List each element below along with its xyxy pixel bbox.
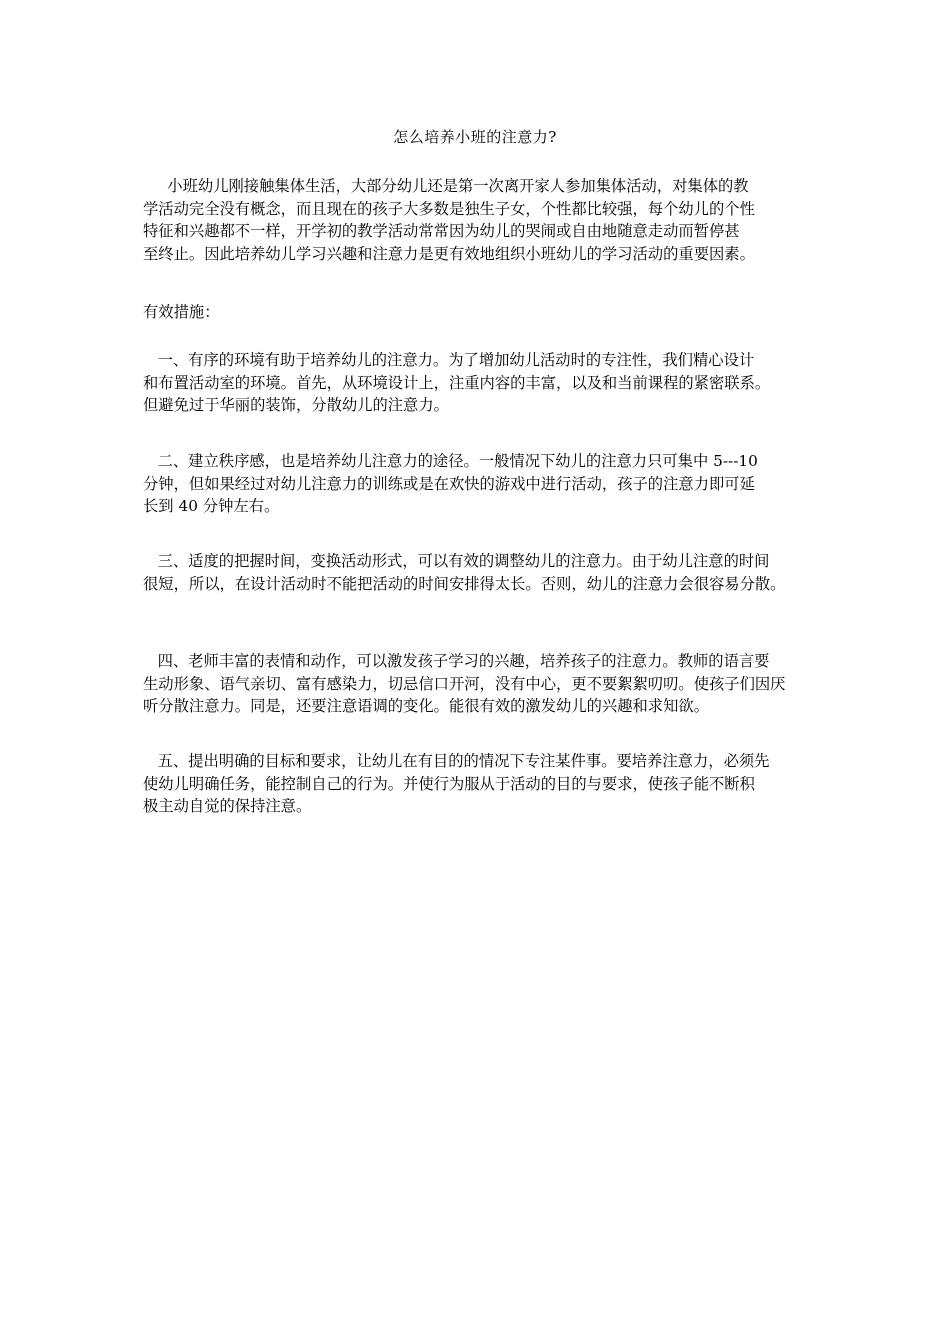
measure-line: 极主动自觉的保持注意。 <box>143 797 312 816</box>
measure-line: 三、适度的把握时间，变换活动形式，可以有效的调整幼儿的注意力。由于幼儿注意的时间 <box>143 552 770 570</box>
measure-line: 很短，所以，在设计活动时不能把活动的时间安排得太长。否则，幼儿的注意力会很容易分散。 <box>143 574 786 593</box>
measure-line: 二、建立秩序感，也是培养幼儿注意力的途径。一般情况下幼儿的注意力只可集中 5---10 <box>143 452 758 470</box>
measure-2-paragraph <box>143 450 819 518</box>
measure-line: 生动形象、语气亲切、富有感染力，切忌信口开河，没有中心，更不要絮絮叨叨。使孩子们因厌 <box>143 674 786 693</box>
intro-line: 至终止。因此培养幼儿学习兴趣和注意力是更有效地组织小班幼儿的学习活动的重要因素。 <box>143 244 755 263</box>
measure-line: 长到 40 分钟左右。 <box>143 497 280 516</box>
measure-line: 分钟，但如果经过对幼儿注意力的训练或是在欢快的游戏中进行活动，孩子的注意力即可延 <box>143 474 755 493</box>
measure-line: 一、有序的环境有助于培养幼儿的注意力。为了增加幼儿活动时的专注性，我们精心设计 <box>143 351 755 369</box>
measure-line: 听分散注意力。同是，还要注意语调的变化。能很有效的激发幼儿的兴趣和求知欲。 <box>143 697 709 716</box>
measures-label: 有效措施： <box>143 303 220 321</box>
measure-line: 和布置活动室的环境。首先，从环境设计上，注重内容的丰富，以及和当前课程的紧密联系。 <box>143 373 771 392</box>
document-title: 怎么培养小班的注意力? <box>393 128 557 146</box>
measure-line: 四、老师丰富的表情和动作，可以激发孩子学习的兴趣，培养孩子的注意力。教师的语言要 <box>143 652 770 670</box>
measure-line: 使幼儿明确任务，能控制自己的行为。并使行为服从于活动的目的与要求，使孩子能不断积 <box>143 774 755 793</box>
intro-paragraph <box>143 175 819 265</box>
measure-5-paragraph <box>143 750 819 818</box>
intro-line: 小班幼儿刚接触集体生活，大部分幼儿还是第一次离开家人参加集体活动，对集体的教 <box>143 177 749 195</box>
measure-line: 五、提出明确的目标和要求，让幼儿在有目的的情况下专注某件事。要培养注意力，必须先 <box>143 752 770 770</box>
intro-line: 学活动完全没有概念，而且现在的孩子大多数是独生子女，个性都比较强，每个幼儿的个性 <box>143 199 755 218</box>
measure-1-paragraph <box>143 349 819 417</box>
measure-3-paragraph <box>143 550 819 595</box>
intro-line: 特征和兴趣都不一样，开学初的教学活动常常因为幼儿的哭闹或自由地随意走动而暂停甚 <box>143 222 740 241</box>
measure-line: 但避免过于华丽的装饰，分散幼儿的注意力。 <box>143 396 449 415</box>
measure-4-paragraph <box>143 650 819 718</box>
